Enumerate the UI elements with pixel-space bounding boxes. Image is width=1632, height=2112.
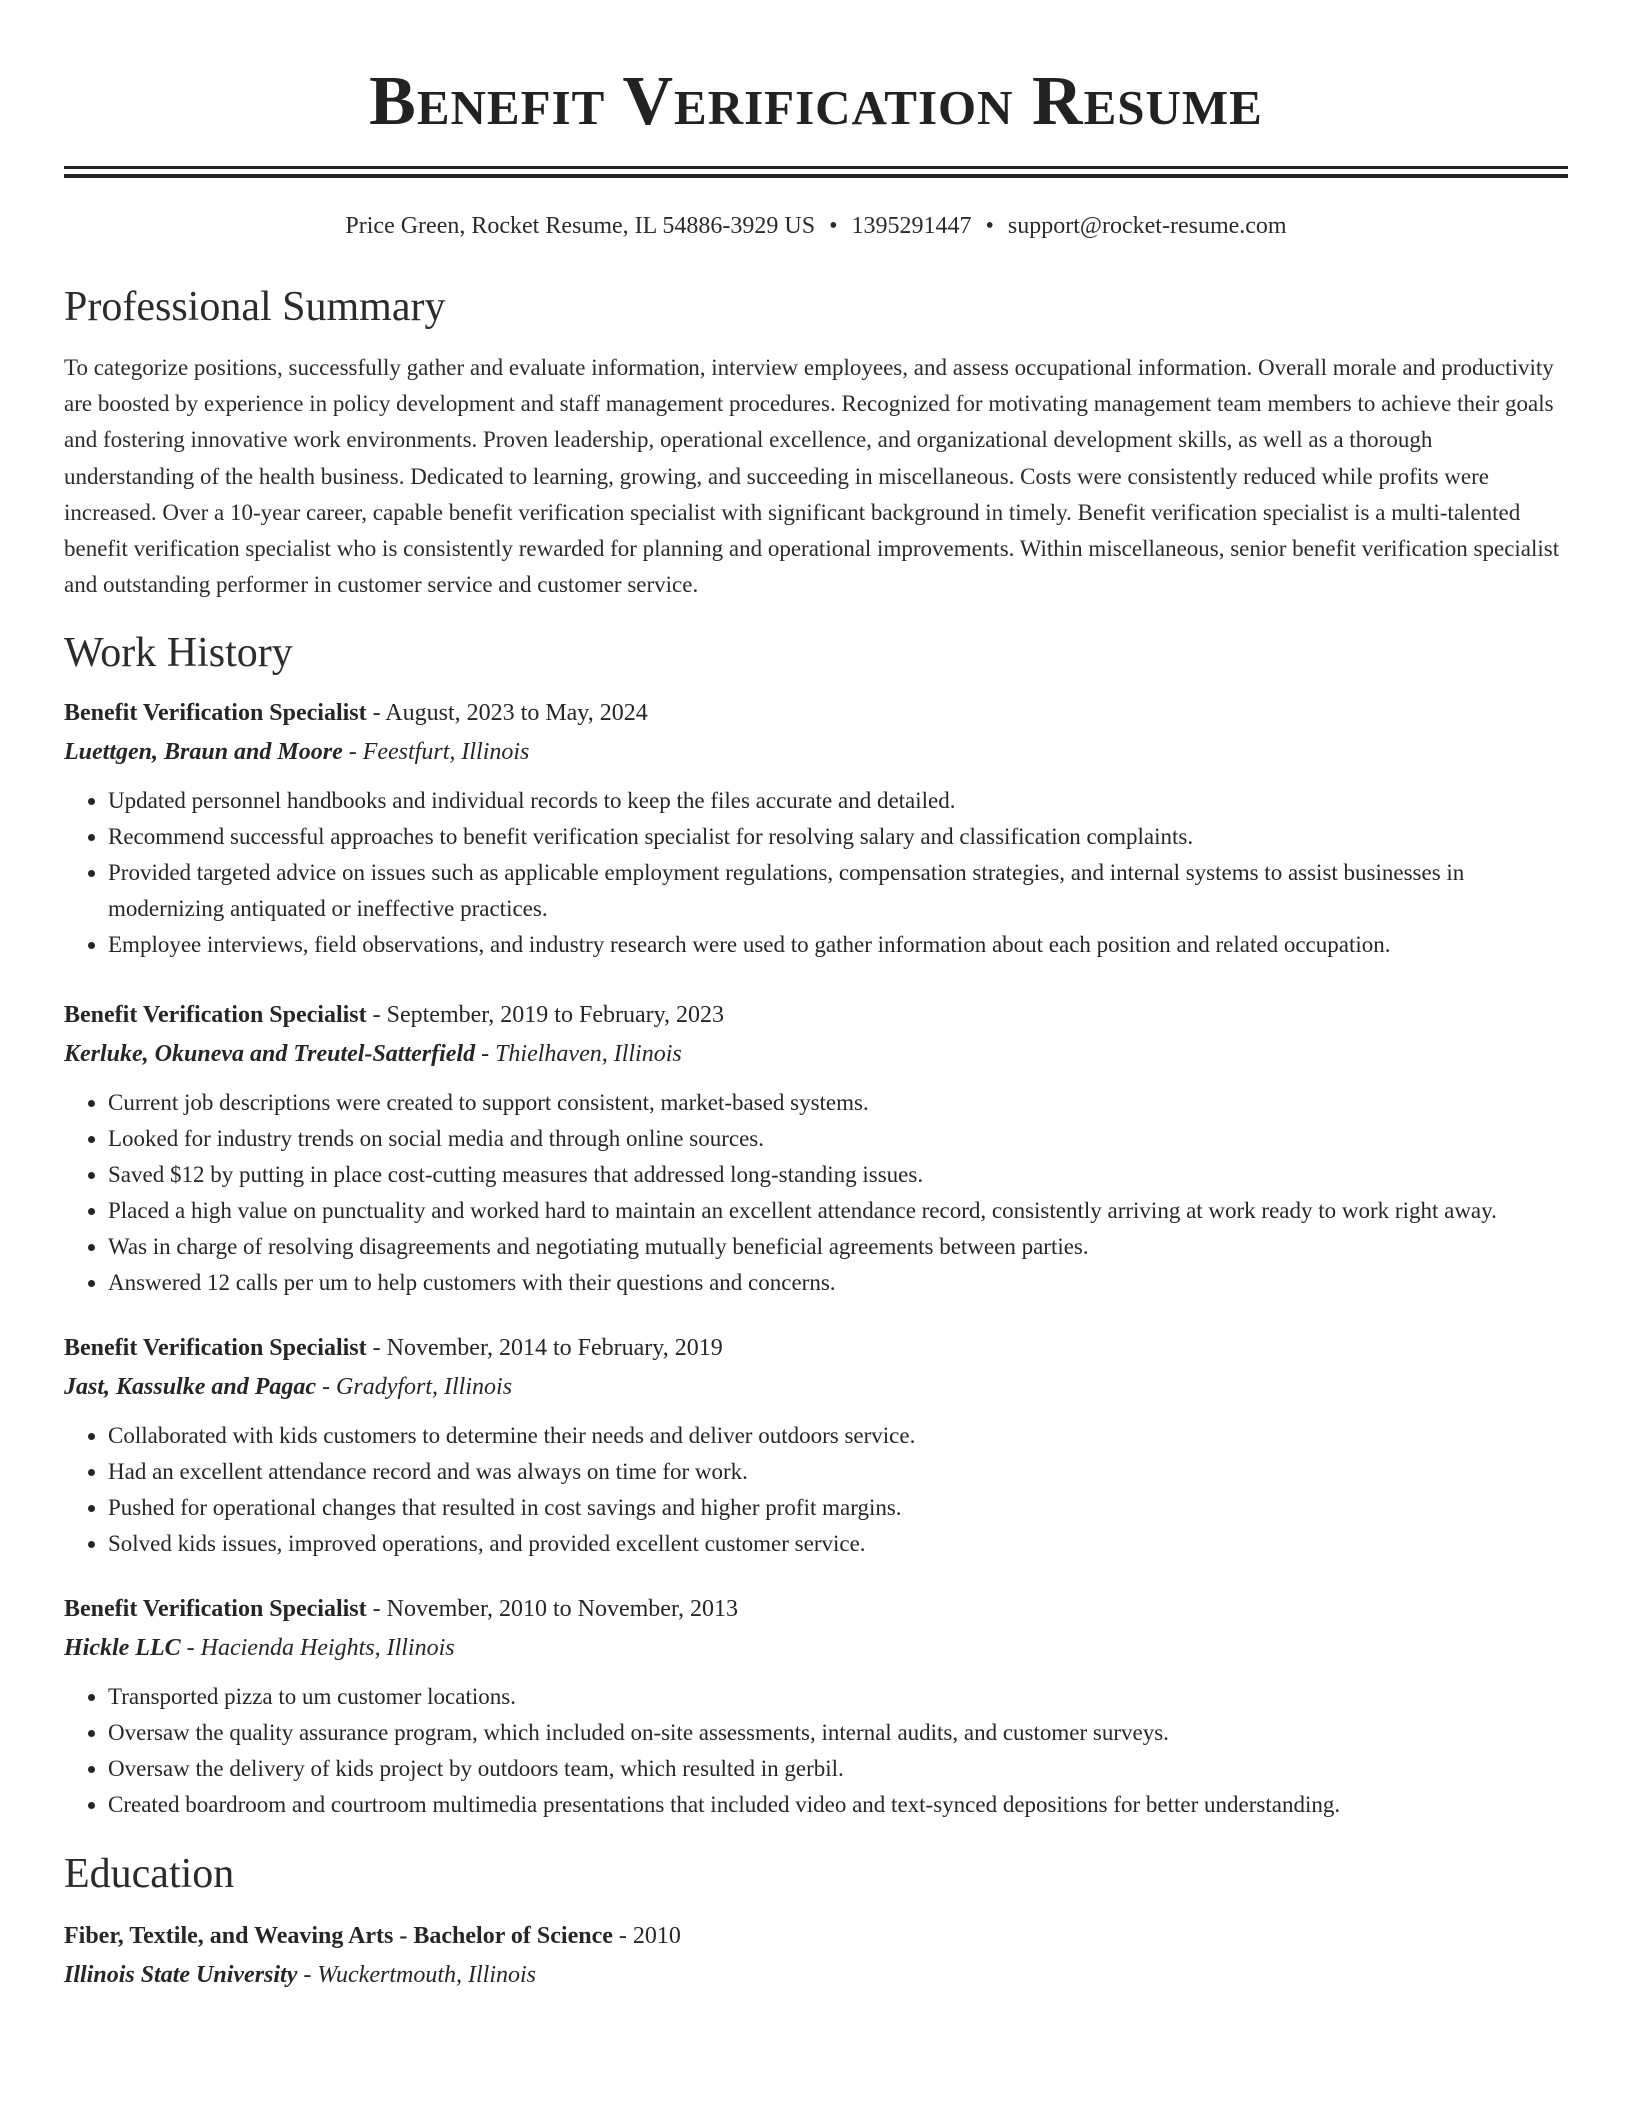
job-company-line <box>64 1633 1568 1663</box>
education-heading: Education <box>64 1851 235 1898</box>
job-company-line <box>64 1372 1568 1402</box>
job-bullet: • Recommend successful approaches to benefit verification specialist for resolving salary and classification complaints. <box>108 819 1568 855</box>
job-bullet: • Oversaw the delivery of kids project by outdoors team, which resulted in gerbil. <box>108 1751 1568 1787</box>
job-company-line <box>64 737 1568 767</box>
job-entry <box>64 1333 1568 1562</box>
title-rule-top <box>64 166 1568 169</box>
education-degree: Fiber, Textile, and Weaving Arts - Bachelor of Science <box>64 1923 613 1950</box>
job-entry <box>64 698 1568 963</box>
job-location: - Gradyfort, Illinois <box>316 1374 513 1401</box>
education-year: - 2010 <box>612 1923 681 1950</box>
job-bullet: • Pushed for operational changes that resulted in cost savings and higher profit margins. <box>108 1490 1568 1526</box>
education-school-line <box>64 1960 1568 1990</box>
job-dates: - November, 2010 to November, 2013 <box>366 1596 738 1623</box>
job-bullet: • Oversaw the quality assurance program, which included on-site assessments, internal audits, and customer surveys. <box>108 1715 1568 1751</box>
contact-phone: 1395291447 <box>851 213 972 239</box>
job-bullet: • Answered 12 calls per um to help customers with their questions and concerns. <box>108 1265 1568 1301</box>
job-bullet: • Provided targeted advice on issues such as applicable employment regulations, compensation strategies, and internal systems to assist businesses in modernizing antiquated or ineffective practices. <box>108 855 1568 927</box>
job-bullet: • Had an excellent attendance record and was always on time for work. <box>108 1454 1568 1490</box>
job-bullet: • Saved $12 by putting in place cost-cutting measures that addressed long-standing issues. <box>108 1157 1568 1193</box>
job-bullet: • Placed a high value on punctuality and worked hard to maintain an excellent attendance record, consistently arriving at work ready to work right away. <box>108 1193 1568 1229</box>
job-bullet: • Current job descriptions were created to support consistent, market-based systems. <box>108 1085 1568 1121</box>
resume-page <box>64 0 1568 1990</box>
job-bullets <box>64 783 1568 963</box>
job-bullets <box>64 1418 1568 1562</box>
job-title: Benefit Verification Specialist <box>64 1002 367 1029</box>
work-history-heading: Work History <box>64 630 293 677</box>
job-company: Hickle LLC <box>64 1635 181 1662</box>
job-company: Luettgen, Braun and Moore <box>64 739 343 766</box>
contact-separator: • <box>829 213 838 239</box>
education-school: Illinois State University <box>64 1962 298 1989</box>
job-company: Jast, Kassulke and Pagac <box>64 1374 317 1401</box>
job-title-line <box>64 1333 1568 1363</box>
job-location: - Thielhaven, Illinois <box>475 1041 682 1068</box>
job-entry <box>64 1594 1568 1823</box>
job-title: Benefit Verification Specialist <box>64 1596 367 1623</box>
job-dates: - August, 2023 to May, 2024 <box>366 700 648 727</box>
job-bullet: • Created boardroom and courtroom multimedia presentations that included video and text-synced depositions for better understanding. <box>108 1787 1568 1823</box>
job-bullets <box>64 1679 1568 1823</box>
job-company: Kerluke, Okuneva and Treutel-Satterfield <box>64 1041 476 1068</box>
job-bullet: • Employee interviews, field observations, and industry research were used to gather information about each position and related occupation. <box>108 927 1568 963</box>
job-title-line <box>64 1000 1568 1030</box>
job-dates: - September, 2019 to February, 2023 <box>366 1002 725 1029</box>
job-bullet: • Collaborated with kids customers to determine their needs and deliver outdoors service. <box>108 1418 1568 1454</box>
job-dates: - November, 2014 to February, 2019 <box>366 1335 723 1362</box>
job-location: - Feestfurt, Illinois <box>342 739 530 766</box>
job-company-line <box>64 1039 1568 1069</box>
job-bullet: • Updated personnel handbooks and individual records to keep the files accurate and detailed. <box>108 783 1568 819</box>
job-bullet: • Transported pizza to um customer locations. <box>108 1679 1568 1715</box>
job-title-line <box>64 1594 1568 1624</box>
contact-email: support@rocket-resume.com <box>1007 213 1287 239</box>
summary-heading: Professional Summary <box>64 284 446 330</box>
job-bullets <box>64 1085 1568 1301</box>
contact-separator: • <box>985 213 994 239</box>
job-bullet: • Solved kids issues, improved operations, and provided excellent customer service. <box>108 1526 1568 1562</box>
job-title-line <box>64 698 1568 728</box>
job-title: Benefit Verification Specialist <box>64 1335 367 1362</box>
title-rule-bottom <box>64 174 1568 178</box>
job-location: - Hacienda Heights, Illinois <box>180 1635 455 1662</box>
job-entry <box>64 1000 1568 1301</box>
contact-line <box>64 211 1568 241</box>
education-degree-line <box>64 1921 1568 1951</box>
resume-title: Benefit Verification Resume <box>369 63 1263 140</box>
education-location: - Wuckertmouth, Illinois <box>297 1962 536 1989</box>
job-bullet: • Was in charge of resolving disagreements and negotiating mutually beneficial agreements between parties. <box>108 1229 1568 1265</box>
summary-text: To categorize positions, successfully gather and evaluate information, interview employees, and assess occupational information. Overall morale and productivity are boosted by experience in policy development and staff management procedures. Recognized for motivating management team members to achieve their goals and fostering innovative work environments. Proven leadership, operational excellence, and organizational development skills, as well as a thorough understanding of the health business. Dedicated to learning, growing, and succeeding in miscellaneous. Costs were consistently reduced while profits were increased. Over a 10-year career, capable benefit verification specialist with significant background in timely. Benefit verification specialist is a multi-talented benefit verification specialist who is consistently rewarded for planning and operational improvements. Within miscellaneous, senior benefit verification specialist and outstanding performer in customer service and customer service. <box>64 355 1560 598</box>
job-title: Benefit Verification Specialist <box>64 700 367 727</box>
education-entry <box>64 1921 1568 1990</box>
job-bullet: • Looked for industry trends on social media and through online sources. <box>108 1121 1568 1157</box>
contact-address: Price Green, Rocket Resume, IL 54886-3929 US <box>345 213 816 239</box>
